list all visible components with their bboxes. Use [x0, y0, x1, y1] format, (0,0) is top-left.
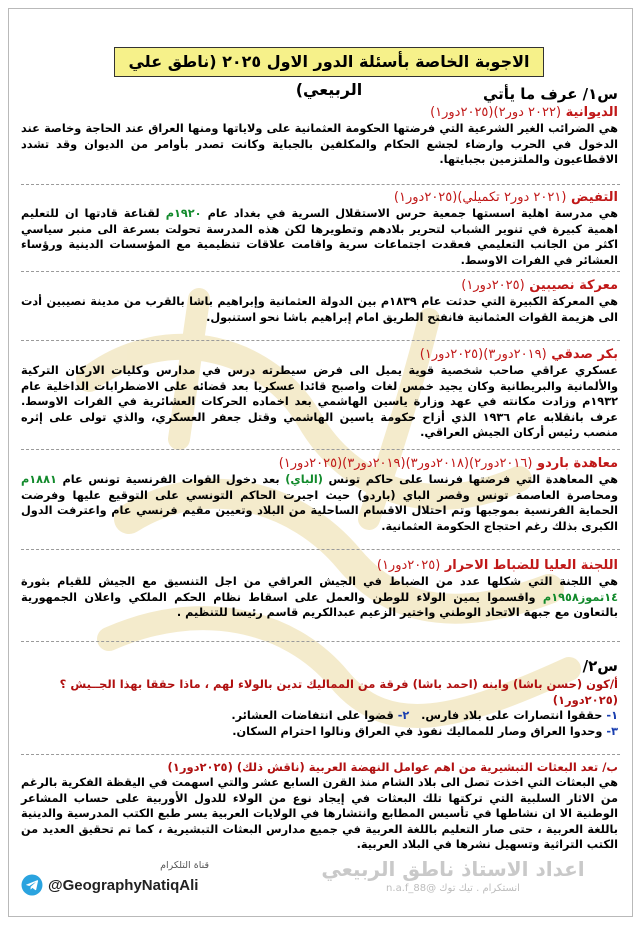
question-text: أ/كون (حسن باشا) وابنه (احمد باشا) فرقة من المماليك تدين بالولاء لهم ، ماذا حققا بهذا الجــيش ؟ [59, 677, 618, 691]
term-years: (٢٠٢٥دور١) [376, 558, 441, 573]
definition-text: هي اللجنة التي شكلها عدد من الضباط في الجيش العراقي من اجل التنسيق مع الجيش للقيام بثورة [21, 575, 618, 588]
prepared-by: اعداد الاستاذ ناطق الربيعي [321, 857, 585, 881]
term-years: (٢٠١٦دور٢)(٢٠١٨دور٣)(٢٠١٩دور٣)(٢٠٢٥دور١) [278, 456, 533, 471]
divider [21, 641, 620, 642]
term-definition: هي الضرائب الغير الشرعية التي فرضتها الحكومة العثمانية على ولاياتها ومنها العراق عند الحاجة وخاصة عند الدخول في الحرب وارضاء لجشع الحكام والمكلفين بالجباية وكانت تصدر بأوامر من الديوان وقد تشدد الاقطاعيون والملتزمين بجبايتها. [21, 122, 618, 166]
q1-item-bakr-sidqi [21, 346, 618, 441]
term-name: اللجنة العليا للضباط الاحرار [444, 558, 618, 573]
definition-text: هي مدرسة اهلية اسستها جمعية حرس الاستقلال السرية في بغداد عام [201, 207, 619, 220]
q1-item-diwaniya [21, 104, 618, 168]
q2-heading-wrap [21, 657, 618, 675]
q2-part-a [21, 676, 618, 739]
term-years: (٢٠١٩دور٣)(٢٠٢٥دور١) [419, 347, 547, 362]
q2-part-b [21, 759, 618, 853]
social-handles: انستكرام . تيك توك @n.a.f_88 [386, 883, 520, 894]
q2-a-question [21, 676, 618, 708]
term-years: (٢٠٢١ دور٢ تكميلي)(٢٠٢٥دور١) [393, 190, 567, 205]
page-title: الاجوبة الخاصة بأسئلة الدور الاول ٢٠٢٥ (ناطق علي الربيعي) [114, 47, 544, 77]
term-title [21, 277, 618, 294]
highlight-year: ١٩٢٠م [165, 207, 202, 220]
q2-b-question: ب/ تعد البعثات التبشيرية من اهم عوامل النهضة العربية (ناقش ذلك) (٢٠٢٥دور١) [167, 760, 618, 774]
term-title [21, 346, 618, 363]
question-years: (٢٠٢٥دور١) [552, 693, 618, 707]
highlight-term: (الباي) [285, 473, 323, 486]
highlight-date: ١٤تموز١٩٥٨م [542, 590, 618, 604]
q2-heading: س٢/ [582, 657, 618, 675]
telegram-icon [21, 874, 43, 896]
telegram-handle: @GeographyNatiqAli [48, 876, 199, 894]
term-years: (٢٠٢٥دور١) [461, 278, 525, 293]
answer-number: ٢- [397, 709, 410, 722]
q2-a-answer-line [21, 708, 618, 724]
term-definition [21, 472, 618, 534]
term-title [21, 104, 618, 121]
answer-number: ١- [606, 709, 618, 722]
term-years: (٢٠٢٢ دور٢)(٢٠٢٥دور١) [430, 105, 562, 120]
divider [21, 271, 620, 272]
channel-label: قناة التلكرام [160, 860, 209, 871]
q1-item-nasibin [21, 277, 618, 325]
definition-text: واقسموا يمين الولاء للوطن والعمل على اسقاط نظام الحكم الملكي واعلان الجمهورية بالتعاون مع جبهة الاتحاد الوطني واختير الزعيم عبدالكريم قاسم رئيسا للتنظيم . [21, 590, 618, 619]
footer-telegram [21, 860, 221, 896]
definition-text: هي المعاهدة التي فرضتها فرنسا على حاكم تونس [322, 473, 619, 486]
q1-item-bardo [21, 455, 618, 534]
answer-number: ٣- [606, 724, 618, 738]
definition-text: ومحاصرة العاصمة تونس وقصر الباي (باردو) حيث اجبرت الحاكم التونسي على التوقيع عليها وفرضت الحماية الفرنسية بموجبها وتم احتلال الاقسام الساحلية من البلاد وتعيين مقيم فرنسي عام واعترفت الدول الكبرى بذلك رغم احتجاج الحكومة العثمانية. [21, 488, 618, 533]
q1-heading: س١/ عرف ما يأتي [483, 85, 618, 103]
q2-b-answer: هي البعثات التي اخذت تصل الى بلاد الشام منذ القرن السابع عشر والتي اسهمت في اليقظة الفكرية بالرغم من الاثار السلبية التي تركتها تلك البعثات في إيجاد نوع من الولاء للدول الأوربية على حساب المشاعر الوطنية الا ان نشاطها في تأسيس المطابع وانتشارها في الولايات العربية يسر طبع الكتب المدرسية والدينية باللغة العربية ، حتى صار التعليم باللغة العربية في جميع مدارس البعثات التبشيرية ، كما تم تحقيق العديد من الكتب التراثية وتسهيل نشرها في البلاد العربية. [21, 776, 618, 851]
term-name: معاهدة باردو [537, 456, 618, 471]
divider [21, 449, 620, 450]
term-definition: عسكري عراقي صاحب شخصية قوية يميل الى فرض سيطرته درس في مدارس وكليات الاركان التركية والألمانية والبريطانية وكان يجيد خمس لغات واصبح قائدا عسكريا بعد قضائه على الاضطرابات الداخلية عام ١٩٣٢م وزادت مكانته في عهد وزارة ياسين الهاشمي بعد اخماده الحركات العشائرية في الفرات الاوسط. عرف بانقلابه عام ١٩٣٦ الذي أزاح حكومة ياسين الهاشمي وقتل جعفر العسكري، والذي تولى على إثره منصب رئيس أركان الجيش العراقي. [21, 364, 618, 439]
divider [21, 340, 620, 341]
divider [21, 549, 620, 550]
answer-text: قضوا على انتفاضات العشائر. [231, 709, 394, 722]
highlight-year: ١٨٨١م [21, 473, 57, 486]
document-page [8, 8, 633, 917]
term-title [21, 557, 618, 574]
q2-a-answer-line [21, 724, 618, 740]
term-name: الديوانية [565, 105, 618, 120]
term-title [21, 189, 618, 206]
term-name: معركة نصيبين [529, 278, 618, 293]
answer-text: وحدوا العراق وصار للمماليك نفوذ في العراق ونالوا احترام السكان. [232, 724, 603, 738]
term-definition [21, 206, 618, 268]
q1-heading-wrap [21, 85, 618, 103]
divider [21, 754, 620, 755]
answer-text: حققوا انتصارات على بلاد فارس. [421, 709, 603, 722]
definition-text: بعد دخول القوات الفرنسية تونس عام [56, 473, 286, 486]
term-definition: هي المعركة الكبيرة التي حدثت عام ١٨٣٩م بين الدولة العثمانية وإبراهيم باشا بالقرب من مدينة نصيبين أدت الى هزيمة القوات العثمانية فانفتح الطريق امام إبراهيم باشا نحو استنبول. [21, 295, 618, 324]
term-definition [21, 574, 618, 621]
telegram-link[interactable] [21, 874, 221, 896]
footer-credits [288, 857, 618, 894]
term-name: التفيض [570, 190, 618, 205]
term-title [21, 455, 618, 472]
q1-item-tafyeed [21, 189, 618, 268]
divider [21, 184, 620, 185]
term-name: بكر صدقي [551, 347, 618, 362]
definition-text: لقناعة قادتها ان للتعليم اهمية كبيرة في تنوير الشباب لتحرير بلادهم وتطويرها لكن هذه المدرسة تحولت بسرعة الى منبر سياسي اكثر من الجانب التعليمي فعقدت اجتماعات سرية واقامت علاقات تنظيمية مع المؤسسات الدينية ورؤساء العشائر في الفرات الاوسط. [21, 207, 618, 267]
q1-item-free-officers [21, 557, 618, 621]
